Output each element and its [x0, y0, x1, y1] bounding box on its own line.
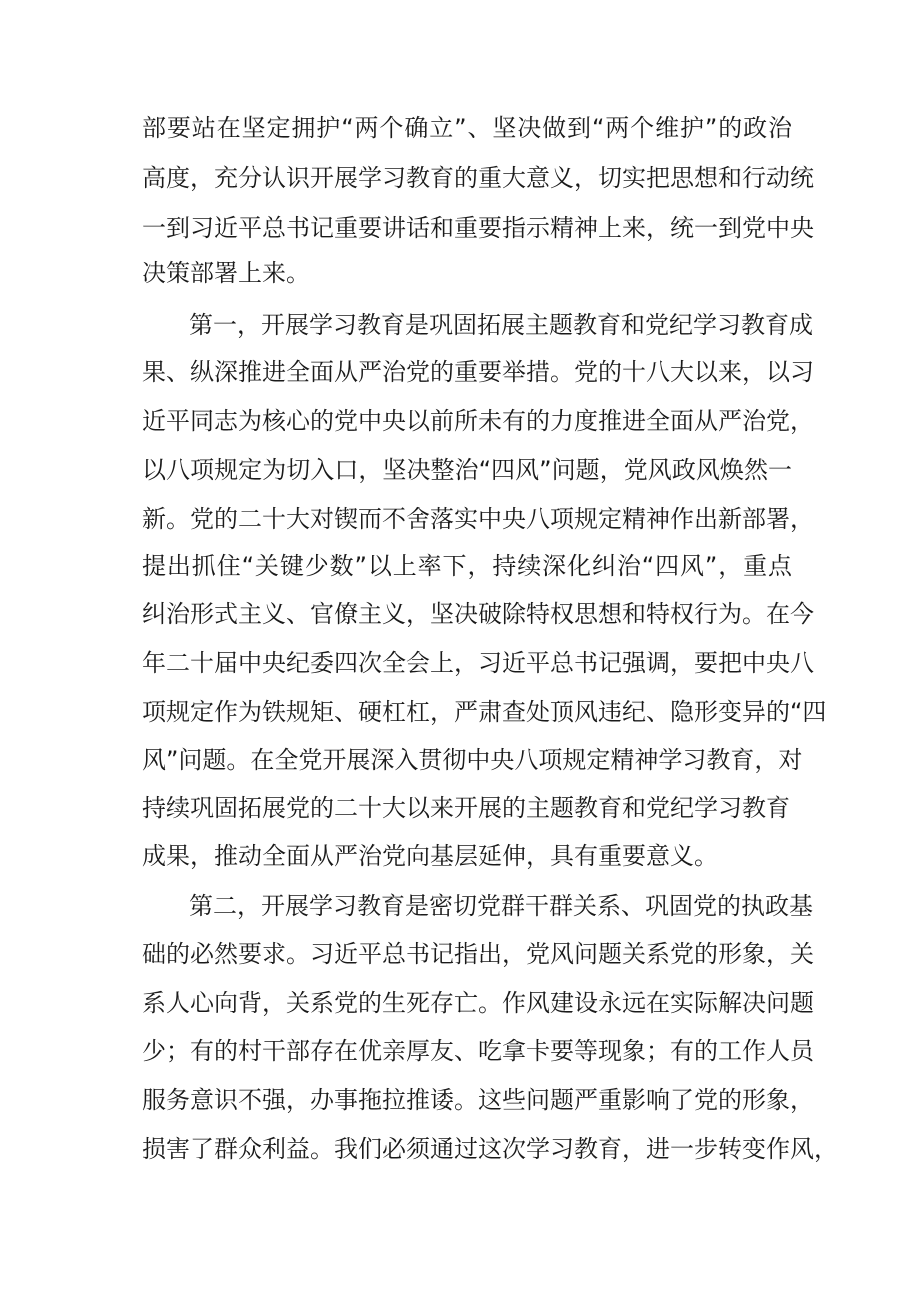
text-line-12: 年二十届中央纪委四次全会上，习近平总书记强调，要把中央八 — [142, 649, 814, 677]
text-line-13: 项规定作为铁规矩、硬杠杠，严肃查处顶风违纪、隐形变异的“四 — [142, 698, 827, 726]
text-line-4: 决策部署上来。 — [142, 259, 310, 287]
text-line-17: 第二，开展学习教育是密切党群干群关系、巩固党的执政基 — [189, 892, 813, 920]
text-line-1: 部要站在坚定拥护“两个确立”、坚决做到“两个维护”的政治 — [142, 114, 792, 142]
text-line-5: 第一，开展学习教育是巩固拓展主题教育和党纪学习教育成 — [189, 311, 813, 339]
text-line-19: 系人心向背，关系党的生死存亡。作风建设永远在实际解决问题 — [142, 989, 814, 1017]
text-line-3: 一到习近平总书记重要讲话和重要指示精神上来，统一到党中央 — [142, 214, 814, 242]
text-line-11: 纠治形式主义、官僚主义，坚决破除特权思想和特权行为。在今 — [142, 600, 814, 628]
text-line-16: 成果，推动全面从严治党向基层延伸，具有重要意义。 — [142, 842, 718, 870]
text-line-14: 风”问题。在全党开展深入贯彻中央八项规定精神学习教育，对 — [142, 746, 803, 774]
text-line-8: 以八项规定为切入口，坚决整治“四风”问题，党风政风焕然一 — [142, 456, 792, 484]
text-line-9: 新。党的二十大对锲而不舍落实中央八项规定精神作出新部署， — [142, 505, 814, 533]
text-line-2: 高度，充分认识开展学习教育的重大意义，切实把思想和行动统 — [142, 164, 814, 192]
text-line-6: 果、纵深推进全面从严治党的重要举措。党的十八大以来，以习 — [142, 358, 814, 386]
text-line-15: 持续巩固拓展党的二十大以来开展的主题教育和党纪学习教育 — [142, 794, 790, 822]
text-line-10: 提出抓住“关键少数”以上率下，持续深化纠治“四风”，重点 — [142, 552, 792, 580]
text-line-22: 损害了群众利益。我们必须通过这次学习教育，进一步转变作风， — [142, 1135, 838, 1163]
text-line-7: 近平同志为核心的党中央以前所未有的力度推进全面从严治党， — [142, 407, 814, 435]
text-line-21: 服务意识不强，办事拖拉推诿。这些问题严重影响了党的形象， — [142, 1086, 814, 1114]
text-line-20: 少；有的村干部存在优亲厚友、吃拿卡要等现象；有的工作人员 — [142, 1037, 814, 1065]
text-line-18: 础的必然要求。习近平总书记指出，党风问题关系党的形象，关 — [142, 940, 814, 968]
